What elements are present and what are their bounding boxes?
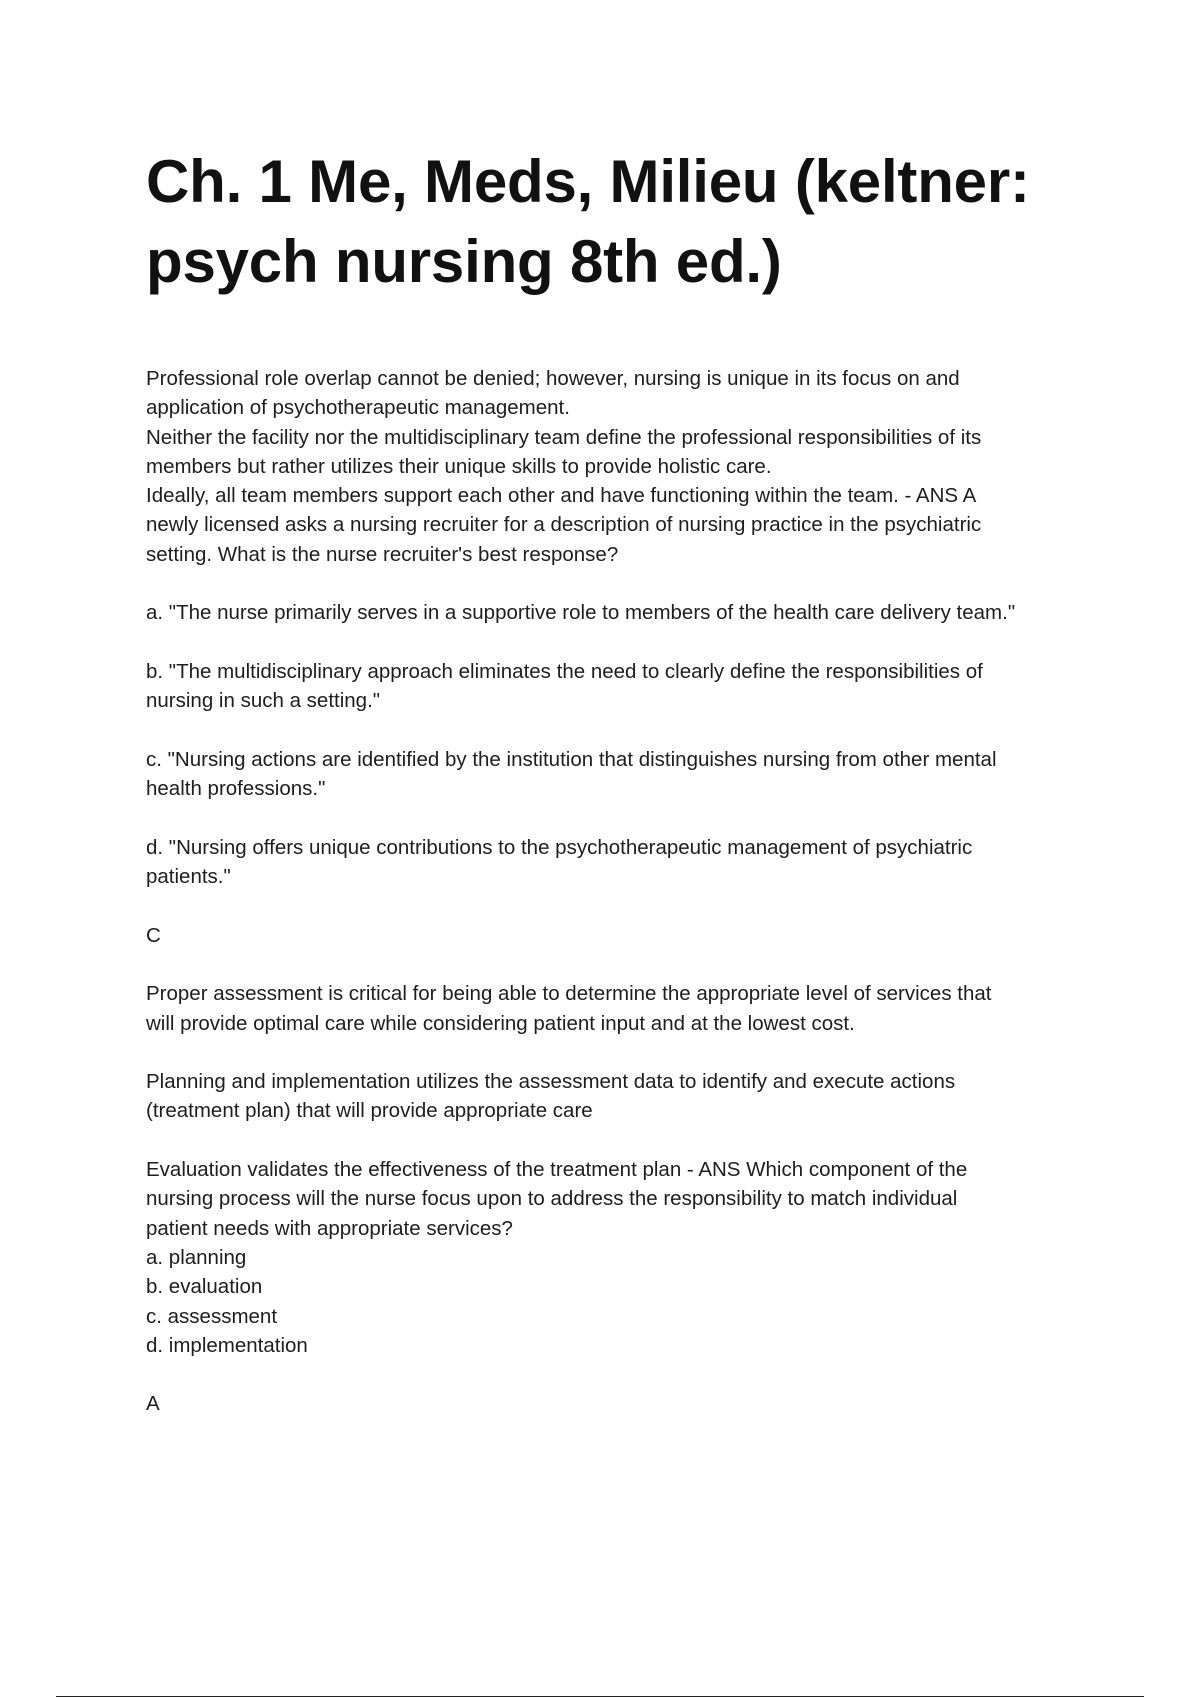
document-title bbox=[146, 142, 1106, 302]
paragraph-gap bbox=[146, 569, 1096, 598]
body-line: Ideally, all team members support each other and have functioning within the team. - ANS A bbox=[146, 484, 977, 508]
paragraph-gap bbox=[146, 1038, 1096, 1067]
body-line: application of psychotherapeutic management. bbox=[146, 396, 570, 420]
body-line: nursing process will the nurse focus upon to address the responsibility to match individual bbox=[146, 1187, 958, 1211]
title-line: Ch. 1 Me, Meds, Milieu (keltner: bbox=[146, 148, 1030, 215]
body-line: will provide optimal care while considering patient input and at the lowest cost. bbox=[146, 1011, 855, 1035]
paragraph-gap bbox=[146, 950, 1096, 979]
choice-line: d. implementation bbox=[146, 1333, 308, 1357]
choice-line: a. planning bbox=[146, 1245, 247, 1269]
answer-line: C bbox=[146, 923, 161, 947]
paragraph-gap bbox=[146, 716, 1096, 745]
option-c-line: c. "Nursing actions are identified by the institution that distinguishes nursing from other mental bbox=[146, 747, 997, 771]
paragraph-gap bbox=[146, 1126, 1096, 1155]
body-line: Planning and implementation utilizes the assessment data to identify and execute actions bbox=[146, 1070, 956, 1094]
paragraph-gap bbox=[146, 628, 1096, 657]
paragraph-gap bbox=[146, 891, 1096, 920]
option-b-line: nursing in such a setting." bbox=[146, 689, 381, 713]
answer-line: A bbox=[146, 1392, 160, 1416]
body-line: patient needs with appropriate services? bbox=[146, 1216, 513, 1240]
document-body bbox=[146, 364, 1096, 1419]
body-line: Evaluation validates the effectiveness of the treatment plan - ANS Which component of the bbox=[146, 1158, 968, 1182]
title-line: psych nursing 8th ed.) bbox=[146, 228, 782, 295]
body-line: (treatment plan) that will provide appropriate care bbox=[146, 1099, 593, 1123]
body-line: Proper assessment is critical for being able to determine the appropriate level of services that bbox=[146, 982, 992, 1006]
paragraph-gap bbox=[146, 803, 1096, 832]
footer-divider bbox=[56, 1696, 1144, 1697]
option-d-line: d. "Nursing offers unique contributions to the psychotherapeutic management of psychiatric bbox=[146, 835, 973, 859]
body-line: Professional role overlap cannot be denied; however, nursing is unique in its focus on and bbox=[146, 367, 960, 390]
body-line: setting. What is the nurse recruiter's best response? bbox=[146, 542, 619, 566]
body-line: Neither the facility nor the multidisciplinary team define the professional responsibilities of its bbox=[146, 425, 982, 449]
body-line: members but rather utilizes their unique skills to provide holistic care. bbox=[146, 454, 772, 478]
body-line: newly licensed asks a nursing recruiter for a description of nursing practice in the psychiatric bbox=[146, 513, 982, 537]
paragraph-gap bbox=[146, 1360, 1096, 1389]
option-b-line: b. "The multidisciplinary approach eliminates the need to clearly define the responsibilities of bbox=[146, 659, 983, 683]
option-a-line: a. "The nurse primarily serves in a supportive role to members of the health care delivery team." bbox=[146, 601, 1016, 625]
choice-line: b. evaluation bbox=[146, 1275, 263, 1299]
option-c-line: health professions." bbox=[146, 777, 326, 801]
option-d-line: patients." bbox=[146, 865, 231, 889]
choice-line: c. assessment bbox=[146, 1304, 278, 1328]
